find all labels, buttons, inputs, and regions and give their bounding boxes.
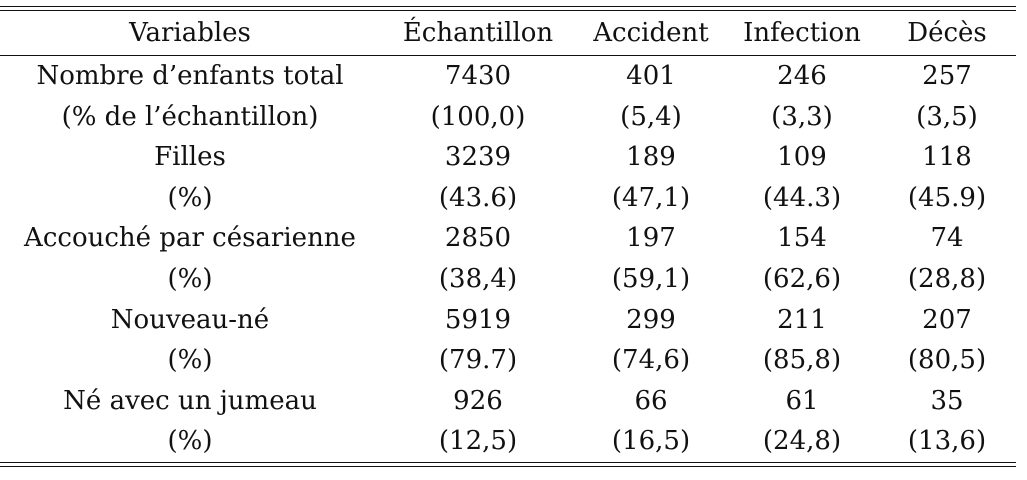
table-row bbox=[0, 56, 1016, 97]
table-cell: 207 bbox=[922, 304, 972, 335]
table-cell: 154 bbox=[777, 223, 827, 254]
top-rule-outer bbox=[0, 6, 1016, 7]
row-label-cell: (%) bbox=[167, 182, 213, 213]
table-row bbox=[0, 259, 1016, 300]
table-cell: (45.9) bbox=[907, 182, 987, 213]
table-cell: 2850 bbox=[444, 223, 512, 254]
table-cell: 299 bbox=[626, 304, 676, 335]
table-cell: (5,4) bbox=[620, 101, 682, 132]
bottom-rule-outer bbox=[0, 466, 1016, 467]
data-table bbox=[0, 11, 1016, 55]
table-row bbox=[0, 300, 1016, 341]
header-row bbox=[0, 11, 1016, 55]
table-row bbox=[0, 178, 1016, 219]
row-label-cell: Nouveau-né bbox=[110, 304, 270, 335]
row-label-cell: Accouché par césarienne bbox=[24, 223, 356, 254]
table-cell: 66 bbox=[634, 385, 668, 416]
table-cell: (3,3) bbox=[771, 101, 833, 132]
table-row bbox=[0, 421, 1016, 462]
table-cell: (38,4) bbox=[438, 263, 518, 294]
table-cell: 3239 bbox=[444, 142, 512, 173]
table-cell: (12,5) bbox=[438, 426, 518, 457]
table-cell: (62,6) bbox=[762, 263, 842, 294]
table-cell: 211 bbox=[777, 304, 827, 335]
table-row bbox=[0, 137, 1016, 178]
table-row bbox=[0, 340, 1016, 381]
table-cell: (28,8) bbox=[907, 263, 987, 294]
table-cell: 35 bbox=[930, 385, 964, 416]
table-cell: (79.7) bbox=[438, 345, 518, 376]
table-cell: (85,8) bbox=[762, 345, 842, 376]
table-cell: 61 bbox=[785, 385, 819, 416]
table-cell: (3,5) bbox=[916, 101, 978, 132]
row-label-cell: (% de l’échantillon) bbox=[61, 101, 319, 132]
table-cell: 257 bbox=[922, 61, 972, 91]
row-label-cell: Nombre d’enfants total bbox=[36, 61, 344, 91]
row-label-cell: Filles bbox=[154, 142, 226, 173]
table-cell: (100,0) bbox=[430, 101, 526, 132]
table-cell: 74 bbox=[930, 223, 964, 254]
table-cell: 109 bbox=[777, 142, 827, 173]
header-cell-echantillon: Échantillon bbox=[402, 18, 554, 48]
table-cell: (24,8) bbox=[762, 426, 842, 457]
data-table-body bbox=[0, 56, 1016, 462]
statistics-table bbox=[0, 6, 1016, 467]
table-cell: 246 bbox=[777, 61, 827, 91]
table-cell: (80,5) bbox=[907, 345, 987, 376]
header-cell-deces: Décès bbox=[907, 18, 987, 48]
table-cell: 5919 bbox=[444, 304, 512, 335]
table-cell: (13,6) bbox=[907, 426, 987, 457]
row-label-cell: Né avec un jumeau bbox=[63, 385, 317, 416]
table-cell: (59,1) bbox=[611, 263, 691, 294]
table-cell: 401 bbox=[626, 61, 676, 91]
table-row bbox=[0, 97, 1016, 138]
header-cell-variables: Variables bbox=[129, 18, 251, 48]
table-cell: 118 bbox=[922, 142, 972, 173]
header-cell-accident: Accident bbox=[593, 18, 709, 48]
table-cell: 197 bbox=[626, 223, 676, 254]
bottom-rule-inner bbox=[0, 462, 1016, 463]
row-label-cell: (%) bbox=[167, 263, 213, 294]
table-cell: (43.6) bbox=[438, 182, 518, 213]
table-cell: 189 bbox=[626, 142, 676, 173]
table-cell: 926 bbox=[453, 385, 503, 416]
table-cell: 7430 bbox=[444, 61, 512, 91]
table-cell: (74,6) bbox=[611, 345, 691, 376]
header-cell-infection: Infection bbox=[743, 18, 861, 48]
table-cell: (44.3) bbox=[762, 182, 842, 213]
row-label-cell: (%) bbox=[167, 426, 213, 457]
row-label-cell: (%) bbox=[167, 345, 213, 376]
table-cell: (16,5) bbox=[611, 426, 691, 457]
table-row bbox=[0, 218, 1016, 259]
table-row bbox=[0, 381, 1016, 422]
table-cell: (47,1) bbox=[611, 182, 691, 213]
